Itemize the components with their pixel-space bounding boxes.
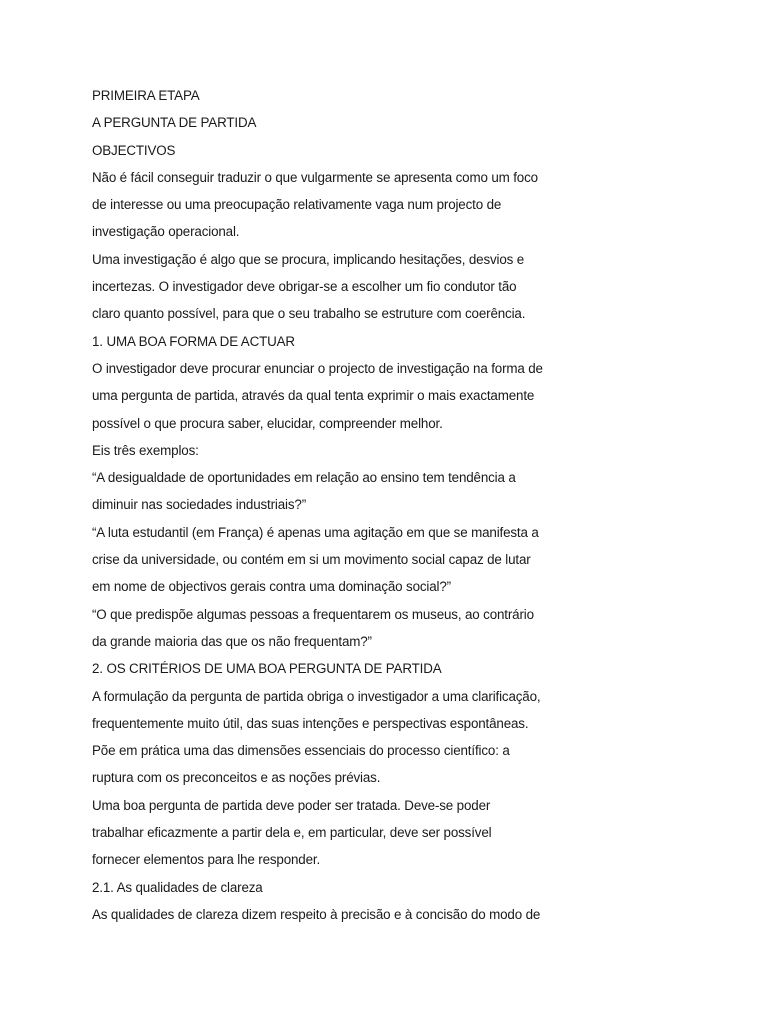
text-line: ruptura com os preconceitos e as noções prévias. [92, 770, 381, 786]
text-line: Uma investigação é algo que se procura, implicando hesitações, desvios e [92, 251, 525, 267]
text-line: Põe em prática uma das dimensões essenciais do processo científico: a [92, 743, 510, 759]
heading-primeira-etapa: PRIMEIRA ETAPA [92, 88, 200, 103]
heading-objectivos: OBJECTIVOS [92, 142, 176, 158]
text-line: As qualidades de clareza dizem respeito à precisão e à concisão do modo de [92, 906, 541, 922]
quote-line: crise da universidade, ou contém em si um movimento social capaz de lutar [92, 552, 531, 568]
quote-line: “A luta estudantil (em França) é apenas uma agitação em que se manifesta a [92, 524, 539, 540]
text-line: fornecer elementos para lhe responder. [92, 852, 321, 868]
heading-criterios: 2. OS CRITÉRIOS DE UMA BOA PERGUNTA DE PARTIDA [92, 661, 442, 677]
text-line: possível o que procura saber, elucidar, compreender melhor. [92, 415, 443, 431]
heading-boa-forma-de-actuar: 1. UMA BOA FORMA DE ACTUAR [92, 333, 295, 349]
text-line: Uma boa pergunta de partida deve poder ser tratada. Deve-se poder [92, 797, 491, 813]
text-line: O investigador deve procurar enunciar o projecto de investigação na forma de [92, 360, 543, 376]
text-line: Eis três exemplos: [92, 442, 199, 458]
text-line: de interesse ou uma preocupação relativamente vaga num projecto de [92, 197, 502, 213]
quote-line: “O que predispõe algumas pessoas a frequentarem os museus, ao contrário [92, 606, 534, 622]
text-line: A formulação da pergunta de partida obriga o investigador a uma clarificação, [92, 688, 541, 704]
quote-line: em nome de objectivos gerais contra uma dominação social?” [92, 579, 451, 595]
text-line: investigação operacional. [92, 224, 240, 240]
heading-pergunta-de-partida: A PERGUNTA DE PARTIDA [92, 115, 257, 131]
heading-qualidades-de-clareza: 2.1. As qualidades de clareza [92, 879, 263, 895]
text-line: Não é fácil conseguir traduzir o que vulgarmente se apresenta como um foco [92, 169, 538, 185]
text-line: claro quanto possível, para que o seu trabalho se estruture com coerência. [92, 306, 526, 322]
text-line: trabalhar eficazmente a partir dela e, em particular, deve ser possível [92, 825, 492, 841]
quote-line: diminuir nas sociedades industriais?” [92, 497, 307, 513]
quote-line: da grande maioria das que os não frequentam?” [92, 633, 372, 649]
document-body [92, 86, 692, 932]
text-line: frequentemente muito útil, das suas intenções e perspectivas espontâneas. [92, 715, 529, 731]
text-line: uma pergunta de partida, através da qual tenta exprimir o mais exactamente [92, 388, 535, 404]
quote-line: “A desigualdade de oportunidades em relação ao ensino tem tendência a [92, 470, 516, 486]
text-line: incertezas. O investigador deve obrigar-se a escolher um fio condutor tão [92, 279, 517, 295]
